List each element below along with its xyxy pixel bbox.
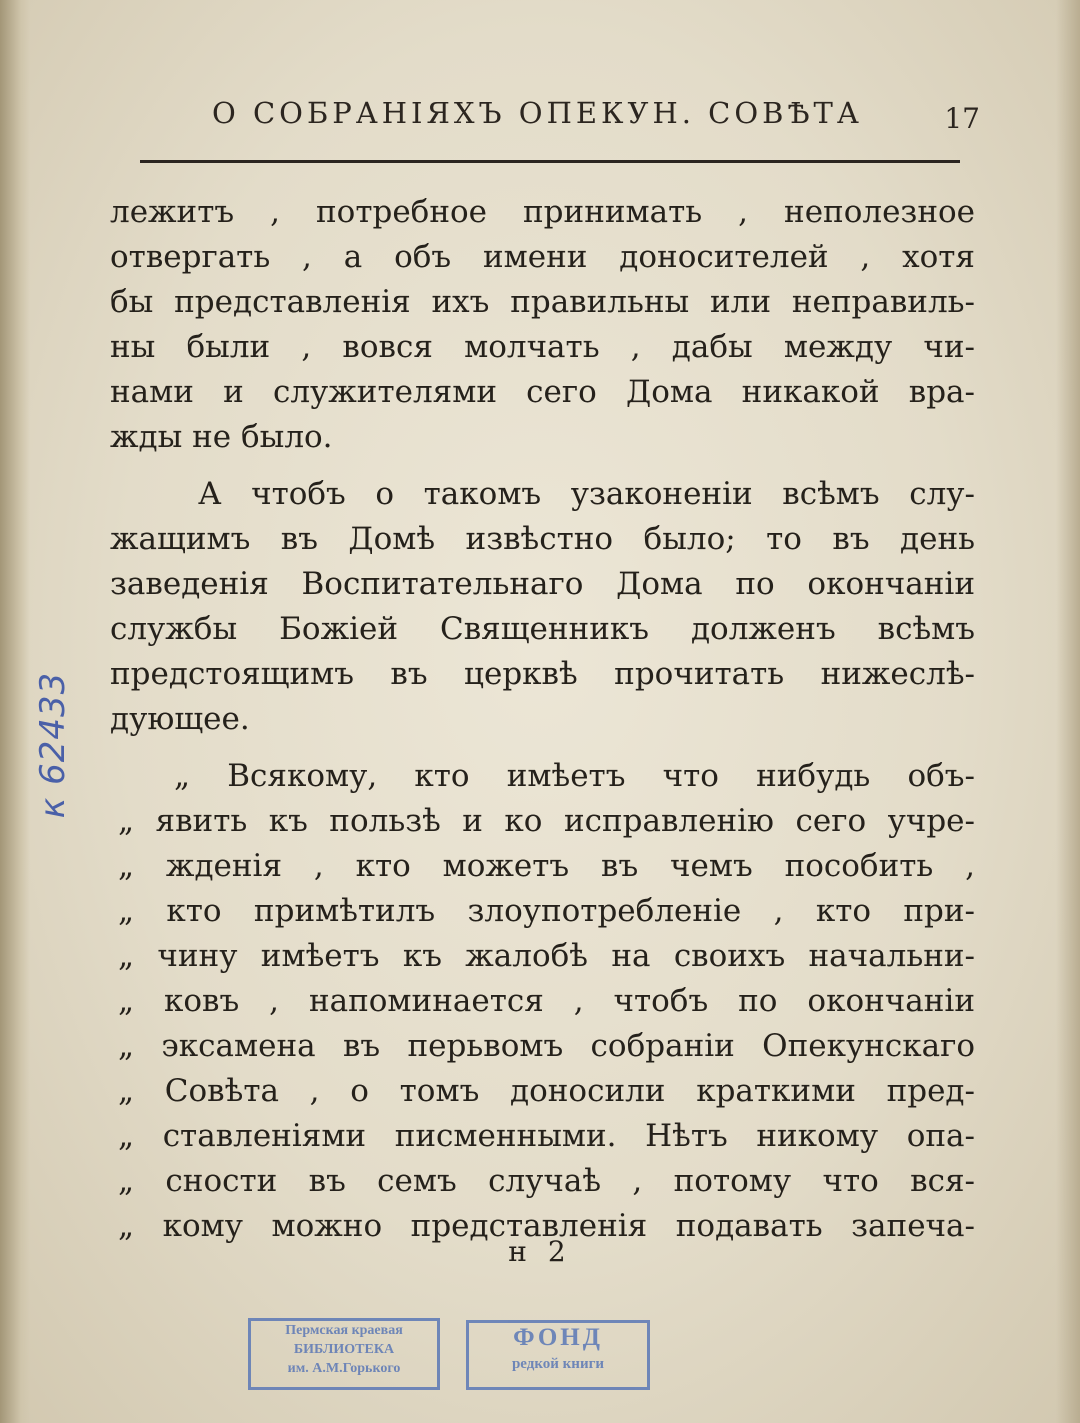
text-line: дующее. <box>110 701 250 737</box>
text-line: предстоящимъ въ церквѣ прочитать нижеслѣ- <box>110 656 975 692</box>
text-line: „ кому можно представленія подавать запеча- <box>118 1208 975 1244</box>
library-stamp-line: им. А.М.Горького <box>287 1361 401 1376</box>
fund-stamp-subtitle: редкой книги <box>511 1356 605 1372</box>
text-line: „ сности въ семъ случаѣ , потому что вся- <box>118 1163 975 1199</box>
text-line: лежитъ , потребное принимать , неполезное <box>110 194 975 230</box>
fund-stamp-title: ФОНД <box>513 1324 603 1351</box>
library-stamp <box>248 1318 440 1390</box>
text-line: „ кто примѣтилъ злоупотребленіе , кто при- <box>118 893 975 929</box>
library-stamp-line: Пермская краевая <box>285 1323 403 1338</box>
text-line: службы Божіей Священникъ долженъ всѣмъ <box>110 611 975 647</box>
page-right-edge <box>1056 0 1080 1423</box>
fund-stamp <box>466 1320 650 1390</box>
header-rule <box>140 160 960 163</box>
text-line: А чтобъ о такомъ узаконеніи всѣмъ слу- <box>198 476 975 512</box>
shelfmark-text: к 62433 <box>33 671 73 819</box>
text-line: заведенія Воспитательнаго Дома по окончаніи <box>110 566 975 602</box>
text-line: „ ставленіями писменными. Нѣтъ никому опа- <box>118 1118 975 1154</box>
text-line: ны были , вовся молчать , дабы между чи- <box>110 329 975 365</box>
text-line: „ Всякому, кто имѣетъ что нибудь объ- <box>174 758 975 794</box>
page-header <box>140 96 980 146</box>
text-line: нами и служителями сего Дома никакой вра- <box>110 374 975 410</box>
text-line: „ явить къ пользѣ и ко исправленію сего учре- <box>118 803 975 839</box>
page-number: 17 <box>944 102 980 135</box>
running-head: О СОБРАНІЯХЪ ОПЕКУН. СОВѢТА <box>212 96 863 130</box>
text-line: отвергать , а объ имени доносителей , хотя <box>110 239 975 275</box>
text-line: „ эксамена въ перьвомъ собраніи Опекунскаго <box>118 1028 975 1064</box>
signature-mark: н 2 <box>508 1235 572 1268</box>
text-line: жащимъ въ Домѣ извѣстно было; то въ день <box>110 521 975 557</box>
text-line: жды не было. <box>110 419 333 455</box>
text-line: бы представленія ихъ правильны или неправиль- <box>110 284 975 320</box>
text-line: „ ковъ , напоминается , чтобъ по окончаніи <box>118 983 975 1019</box>
text-line: „ жденія , кто можетъ въ чемъ пособить , <box>118 848 975 884</box>
shelfmark-note <box>18 655 78 825</box>
text-line: „ Совѣта , о томъ доносили краткими пред- <box>118 1073 975 1109</box>
body-text <box>110 190 975 1249</box>
library-stamp-line: БИБЛИОТЕКА <box>293 1342 395 1357</box>
text-line: „ чину имѣетъ къ жалобѣ на своихъ начальни- <box>118 938 975 974</box>
